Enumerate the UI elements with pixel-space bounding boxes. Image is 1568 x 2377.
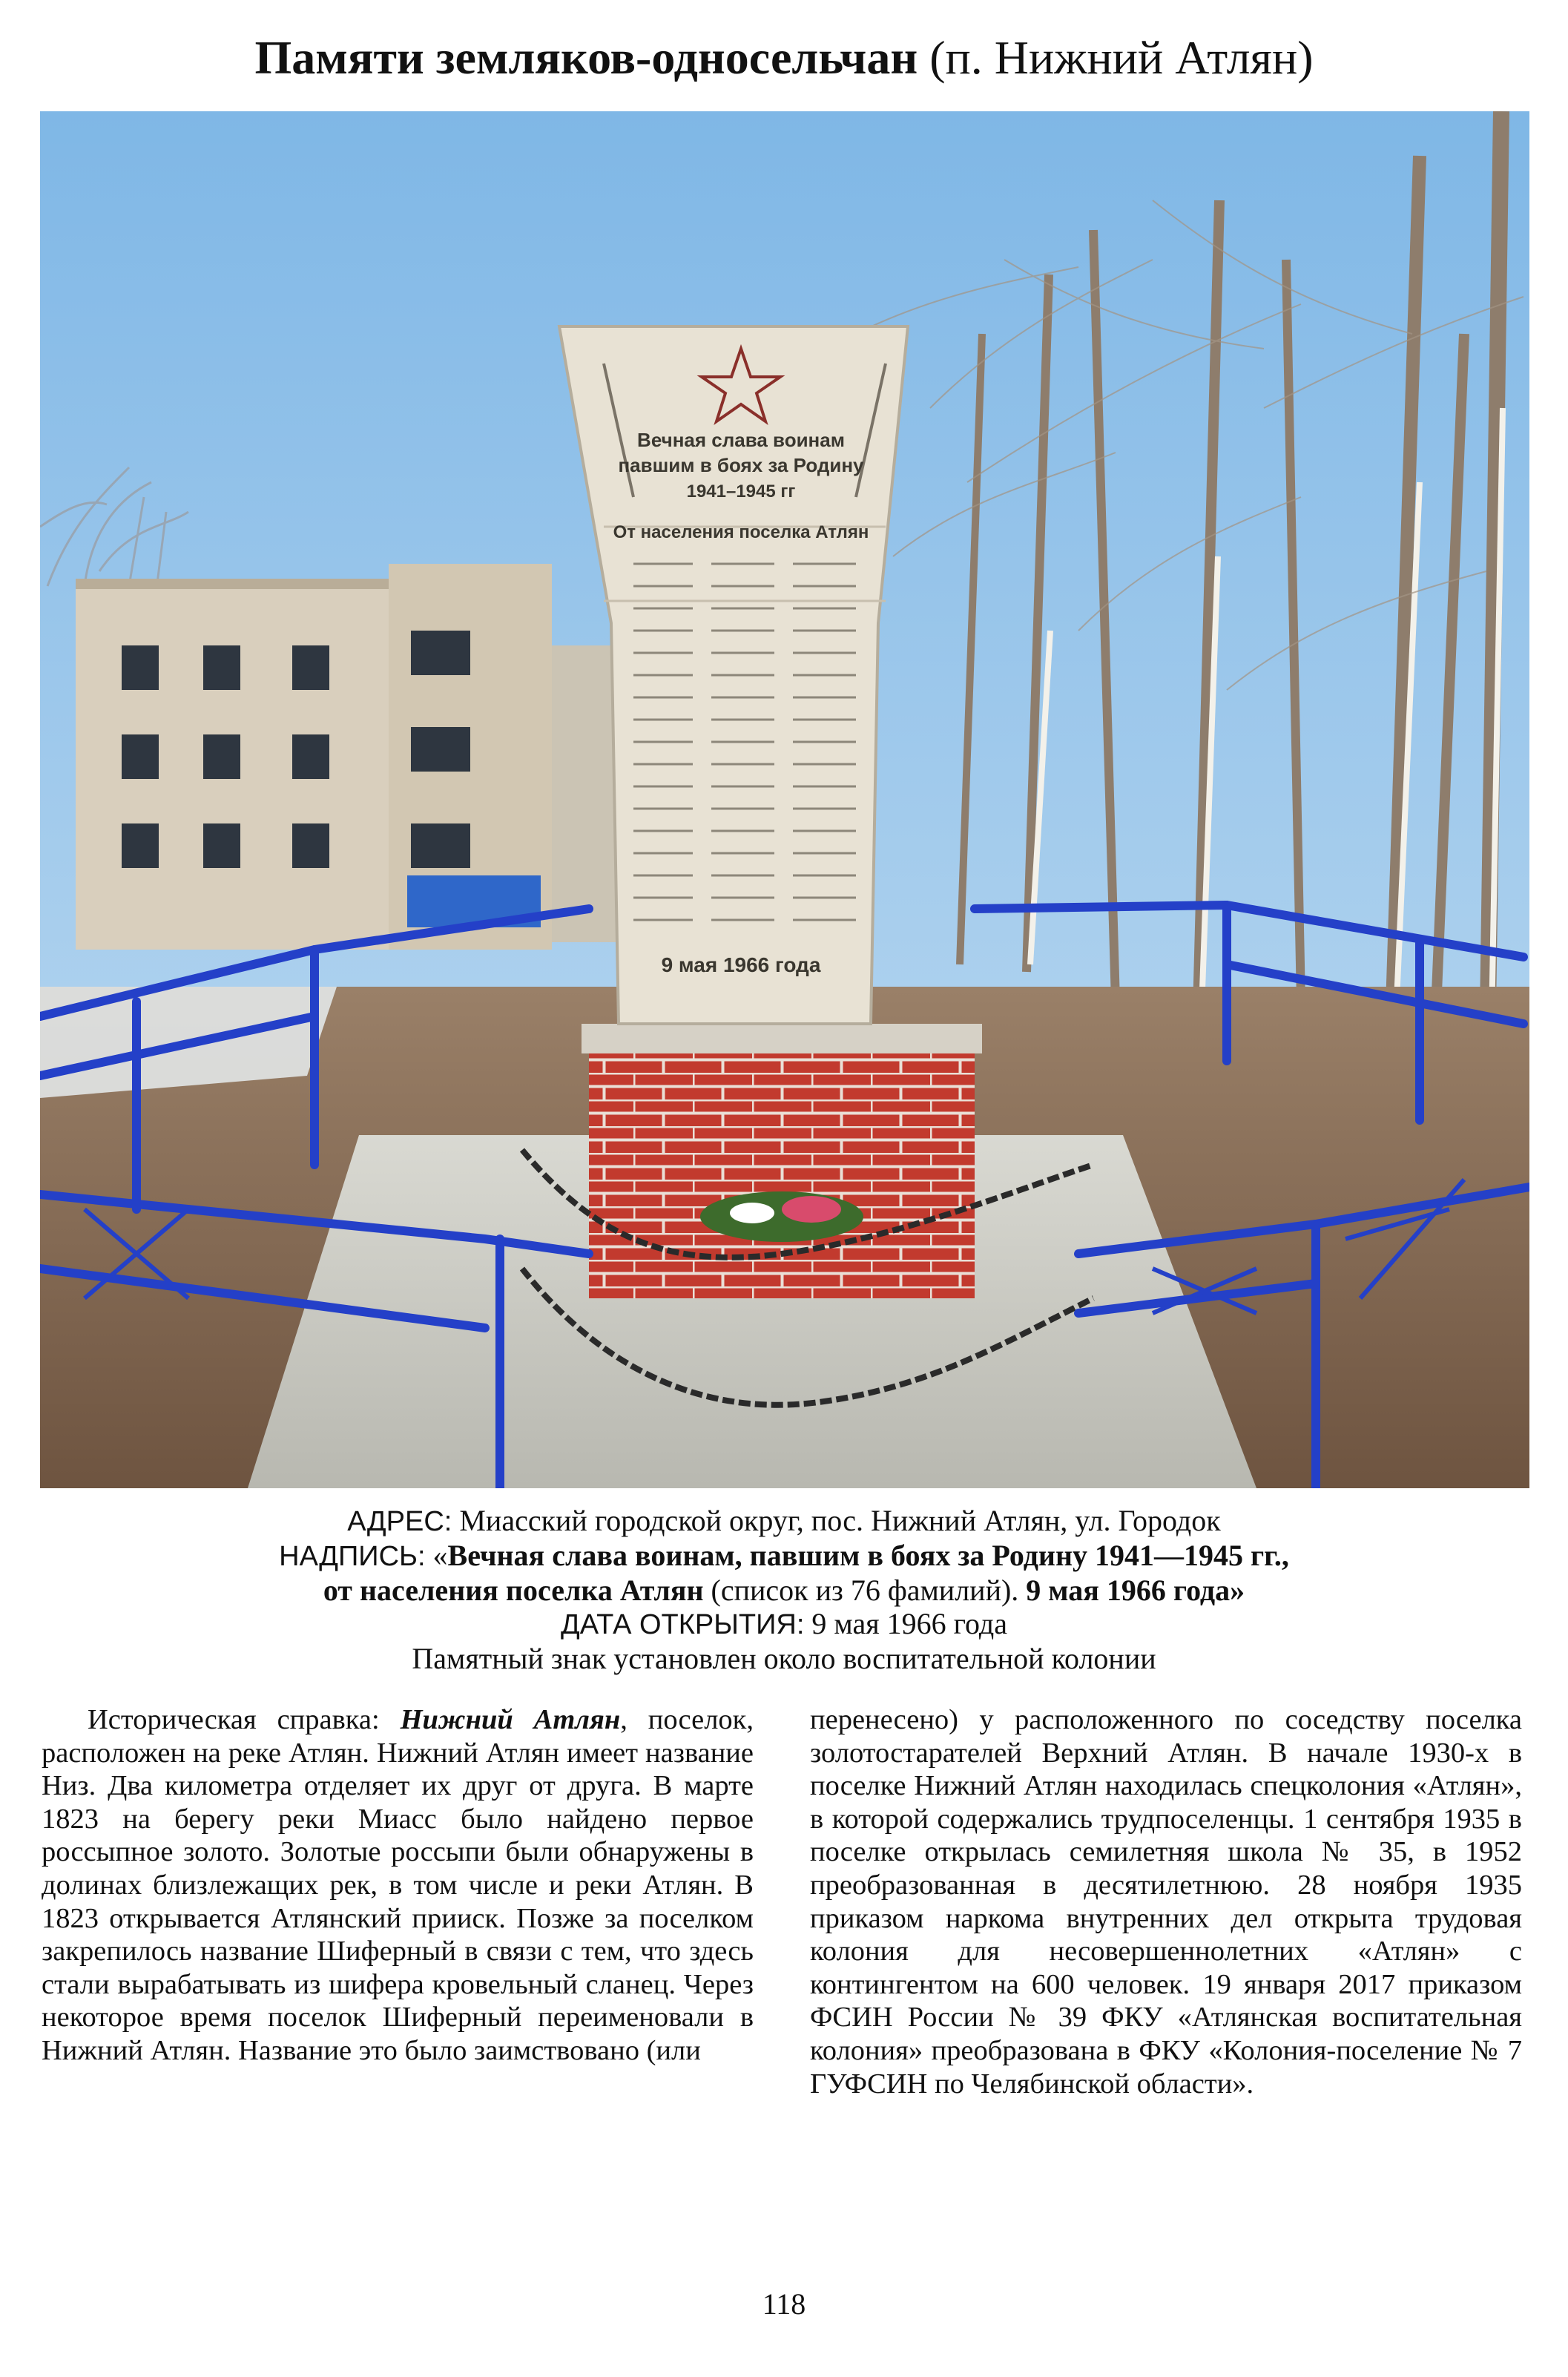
caption-address-line	[0, 1504, 1568, 1539]
plaque-years: 1941–1945 гг	[686, 481, 796, 502]
history-intro: Историческая справка:	[88, 1704, 401, 1735]
page-number: 118	[762, 2287, 806, 2321]
page-title	[0, 28, 1568, 88]
history-column-left	[42, 1703, 754, 2068]
history-place-name: Нижний Атлян	[400, 1704, 621, 1735]
plaque-line1: Вечная слава воинам	[637, 429, 845, 451]
inscription-date: 9 мая 1966 года»	[1026, 1574, 1245, 1607]
caption-inscription-line	[0, 1539, 1568, 1574]
title-suffix: (п. Нижний Атлян)	[929, 31, 1314, 84]
title-main: Памяти земляков-односельчан	[254, 31, 918, 84]
opening-date: 9 мая 1966 года	[811, 1607, 1007, 1640]
inscription-open-quote: «	[432, 1539, 448, 1572]
address-value: Миасский городской округ, пос. Нижний Атлян, ул. Городок	[459, 1504, 1221, 1537]
inscription-note: (список из 76 фамилий).	[711, 1574, 1019, 1607]
caption-note: Памятный знак установлен около воспитательной колонии	[412, 1642, 1156, 1675]
inscription-text-1: Вечная слава воинам, павшим в боях за Родину 1941—1945 гг.,	[447, 1539, 1289, 1572]
address-label: АДРЕС:	[347, 1506, 452, 1537]
inscription-label: НАДПИСЬ:	[279, 1541, 426, 1572]
photo-caption	[0, 1504, 1568, 1675]
plaque-date: 9 мая 1966 года	[661, 953, 821, 976]
caption-inscription-line-2	[0, 1574, 1568, 1607]
history-text-right: перенесено) у расположенного по соседству поселка золотостарателей Верхний Атлян. В начале 1930-х в поселке Нижний Атлян находилась спецколония «Атлян», в которой содержались трудпоселенцы. 1 сентября 1935 в поселке открылась семилетняя школа № 35, в 1952 преобразованная в десятилетнюю. 28 ноября 1935 приказом наркома внутренних дел открыта трудовая колония для несовершеннолетних «Атлян» с контингентом на 600 человек. 19 января 2017 приказом ФСИН России № 39 ФКУ «Атлянская воспитательная колония» преобразована в ФКУ «Колония-поселение № 7 ГУФСИН по Челябинской области».	[810, 1704, 1522, 2100]
history-text-left: , поселок, расположен на реке Атлян. Нижний Атлян имеет название Низ. Два километра отделяет их друг от друга. В марте 1823 на берегу реки Миасс было найдено первое россыпное золото. Золотые россыпи были обнаружены в долинах близлежащих рек, в том числе и реки Атлян. В 1823 открывается Атлянский прииск. Позже за поселком закрепилось название Шиферный в связи с тем, что здесь стали вырабатывать из шифера кровельный сланец. Через некоторое время поселок Шиферный переименовали в Нижний Атлян. Название это было заимствовано (или	[42, 1704, 754, 2066]
caption-opening-line	[0, 1607, 1568, 1642]
inscription-text-2: от населения поселка Атлян	[323, 1574, 704, 1607]
opening-label: ДАТА ОТКРЫТИЯ:	[561, 1609, 805, 1640]
monument-photo	[40, 111, 1529, 1488]
plaque-from: От населения поселка Атлян	[613, 522, 869, 542]
plaque-line2: павшим в боях за Родину	[618, 454, 864, 476]
history-column-right	[810, 1703, 1522, 2100]
